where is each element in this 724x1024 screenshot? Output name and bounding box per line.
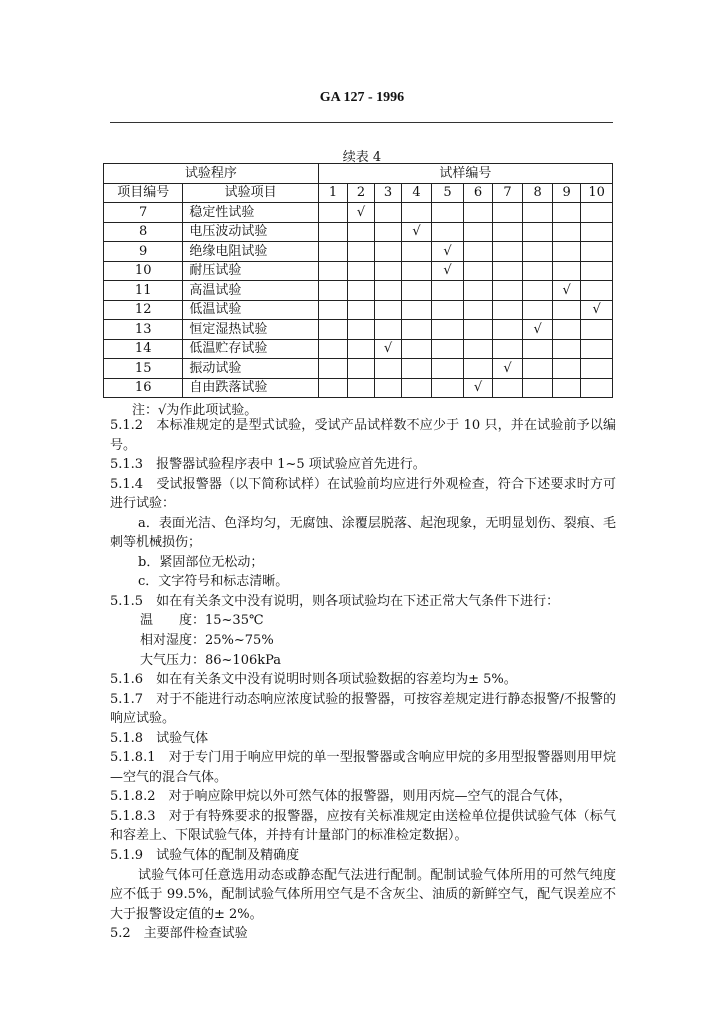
item-number: 10 (104, 261, 183, 281)
empty-cell (492, 320, 523, 340)
table-row (104, 203, 613, 223)
table-row (104, 320, 613, 340)
item-number: 12 (104, 300, 183, 320)
empty-cell (374, 281, 401, 301)
header-rule (110, 122, 613, 123)
item-name: 绝缘电阻试验 (183, 242, 318, 262)
empty-cell (581, 378, 613, 398)
clause-5-2: 5.2 主要部件检查试验 (110, 926, 248, 942)
empty-cell (523, 300, 553, 320)
empty-cell (581, 281, 613, 301)
empty-cell (492, 203, 523, 223)
item-number: 13 (104, 320, 183, 340)
empty-cell (348, 281, 374, 301)
sample-number: 9 (552, 183, 581, 203)
table-row (104, 378, 613, 398)
empty-cell (374, 320, 401, 340)
check-mark: √ (464, 378, 493, 398)
sample-number: 8 (523, 183, 553, 203)
empty-cell (552, 261, 581, 281)
empty-cell (581, 320, 613, 340)
empty-cell (431, 222, 464, 242)
check-mark: √ (431, 261, 464, 281)
clause-5-1-8-2: 5.1.8.2 对于响应除甲烷以外可然气体的报警器，则用丙烷—空气的混合气体， (110, 789, 572, 805)
clause-5-1-4-c: c．文字符号和标志清晰。 (138, 574, 289, 590)
empty-cell (374, 378, 401, 398)
empty-cell (523, 378, 553, 398)
empty-cell (318, 281, 348, 301)
group-header-samples: 试样编号 (318, 164, 612, 184)
empty-cell (464, 242, 493, 262)
col-header-item-no: 项目编号 (104, 183, 183, 203)
empty-cell (348, 242, 374, 262)
document-header: GA 127 - 1996 (319, 90, 405, 105)
empty-cell (464, 222, 493, 242)
empty-cell (552, 242, 581, 262)
sample-number: 5 (431, 183, 464, 203)
empty-cell (318, 320, 348, 340)
item-number: 8 (104, 222, 183, 242)
empty-cell (374, 300, 401, 320)
col-header-item-name: 试验项目 (183, 183, 318, 203)
check-mark: √ (348, 203, 374, 223)
empty-cell (523, 222, 553, 242)
empty-cell (348, 222, 374, 242)
sample-number: 1 (318, 183, 348, 203)
table-row (104, 261, 613, 281)
empty-cell (402, 378, 432, 398)
clause-5-1-4: 5.1.4 受试报警器（以下简称试样）在试验前均应进行外观检查，符合下述要求时方可进行试验： (110, 476, 616, 512)
empty-cell (581, 242, 613, 262)
empty-cell (552, 378, 581, 398)
empty-cell (402, 320, 432, 340)
empty-cell (464, 339, 493, 359)
test-sequence-table (103, 163, 613, 398)
clause-5-1-3: 5.1.3 报警器试验程序表中 1~5 项试验应首先进行。 (110, 457, 426, 473)
item-name: 低温贮存试验 (183, 339, 318, 359)
clause-5-1-7: 5.1.7 对于不能进行动态响应浓度试验的报警器，可按容差规定进行静态报警/不报警的响应试验。 (110, 691, 616, 727)
clause-5-1-4-a: a．表面光洁、色泽均匀，无腐蚀、涂覆层脱落、起泡现象，无明显划伤、裂痕、毛刺等机械损伤； (110, 515, 616, 551)
table-caption: 续表 4 (342, 150, 382, 165)
check-mark: √ (374, 339, 401, 359)
item-name: 低温试验 (183, 300, 318, 320)
empty-cell (464, 203, 493, 223)
empty-cell (492, 378, 523, 398)
clause-5-1-4-b: b．紧固部位无松动； (138, 554, 264, 570)
table-row (104, 339, 613, 359)
empty-cell (402, 261, 432, 281)
empty-cell (464, 320, 493, 340)
empty-cell (492, 222, 523, 242)
empty-cell (552, 222, 581, 242)
item-number: 7 (104, 203, 183, 223)
empty-cell (431, 359, 464, 379)
table-row (104, 281, 613, 301)
empty-cell (318, 339, 348, 359)
empty-cell (523, 339, 553, 359)
clause-5-1-8-1: 5.1.8.1 对于专门用于响应甲烷的单一型报警器或含响应甲烷的多用型报警器则用甲烷—空气的混合气体。 (110, 750, 616, 785)
empty-cell (492, 300, 523, 320)
empty-cell (492, 261, 523, 281)
item-number: 9 (104, 242, 183, 262)
empty-cell (402, 203, 432, 223)
empty-cell (431, 320, 464, 340)
empty-cell (492, 339, 523, 359)
empty-cell (464, 281, 493, 301)
check-mark: √ (581, 300, 613, 320)
table-note: 注：√为作此项试验。 (132, 403, 258, 418)
item-name: 稳定性试验 (183, 203, 318, 223)
empty-cell (431, 203, 464, 223)
group-header-procedure: 试验程序 (104, 164, 319, 184)
item-number: 16 (104, 378, 183, 398)
empty-cell (348, 261, 374, 281)
sample-number: 4 (402, 183, 432, 203)
empty-cell (374, 222, 401, 242)
empty-cell (318, 261, 348, 281)
empty-cell (581, 203, 613, 223)
empty-cell (581, 222, 613, 242)
empty-cell (523, 261, 553, 281)
condition-pressure: 大气压力：86~106kPa (140, 652, 282, 668)
empty-cell (402, 339, 432, 359)
empty-cell (374, 203, 401, 223)
empty-cell (552, 320, 581, 340)
sample-number: 10 (581, 183, 613, 203)
table-row (104, 300, 613, 320)
clause-5-1-8: 5.1.8 试验气体 (110, 730, 209, 746)
empty-cell (318, 242, 348, 262)
table-group-header-row (104, 164, 613, 184)
empty-cell (552, 203, 581, 223)
empty-cell (374, 261, 401, 281)
empty-cell (318, 378, 348, 398)
item-number: 14 (104, 339, 183, 359)
empty-cell (492, 281, 523, 301)
item-name: 高温试验 (183, 281, 318, 301)
empty-cell (318, 300, 348, 320)
empty-cell (523, 359, 553, 379)
empty-cell (402, 300, 432, 320)
item-name: 恒定湿热试验 (183, 320, 318, 340)
empty-cell (431, 339, 464, 359)
empty-cell (552, 339, 581, 359)
table-row (104, 222, 613, 242)
empty-cell (348, 339, 374, 359)
empty-cell (431, 378, 464, 398)
empty-cell (464, 359, 493, 379)
item-name: 电压波动试验 (183, 222, 318, 242)
empty-cell (523, 281, 553, 301)
empty-cell (402, 281, 432, 301)
empty-cell (581, 261, 613, 281)
item-name: 自由跌落试验 (183, 378, 318, 398)
empty-cell (464, 261, 493, 281)
sample-number: 2 (348, 183, 374, 203)
item-name: 耐压试验 (183, 261, 318, 281)
table-column-header-row (104, 183, 613, 203)
check-mark: √ (431, 242, 464, 262)
item-number: 11 (104, 281, 183, 301)
empty-cell (431, 300, 464, 320)
clause-5-1-9: 5.1.9 试验气体的配制及精确度 (110, 848, 300, 864)
empty-cell (402, 242, 432, 262)
sample-number: 3 (374, 183, 401, 203)
item-number: 15 (104, 359, 183, 379)
empty-cell (552, 359, 581, 379)
clause-5-1-8-3: 5.1.8.3 对于有特殊要求的报警器，应按有关标准规定由送检单位提供试验气体（标气和容差上、下限试验气体，并持有计量部门的标准检定数据）。 (110, 808, 616, 844)
empty-cell (581, 359, 613, 379)
condition-temperature: 温 度：15~35℃ (140, 613, 264, 629)
sample-number: 7 (492, 183, 523, 203)
empty-cell (348, 378, 374, 398)
table-row (104, 242, 613, 262)
check-mark: √ (492, 359, 523, 379)
check-mark: √ (523, 320, 553, 340)
item-name: 振动试验 (183, 359, 318, 379)
clause-5-1-9-body: 试验气体可任意选用动态或静态配气法进行配制。配制试验气体所用的可然气纯度应不低于 99.5%，配制试验气体所用空气是不含灰尘、油质的新鲜空气，配气误差应不大于报警设定值的± 2%。 (110, 867, 616, 922)
empty-cell (581, 339, 613, 359)
empty-cell (318, 222, 348, 242)
empty-cell (348, 359, 374, 379)
empty-cell (552, 300, 581, 320)
clause-5-1-5: 5.1.5 如在有关条文中没有说明，则各项试验均在下述正常大气条件下进行： (110, 593, 560, 609)
empty-cell (431, 281, 464, 301)
clause-5-1-2: 5.1.2 本标准规定的是型式试验，受试产品试样数不应少于 10 只，并在试验前予以编号。 (110, 418, 616, 453)
check-mark: √ (402, 222, 432, 242)
empty-cell (374, 359, 401, 379)
empty-cell (492, 242, 523, 262)
empty-cell (374, 242, 401, 262)
empty-cell (318, 359, 348, 379)
check-mark: √ (552, 281, 581, 301)
empty-cell (348, 300, 374, 320)
empty-cell (402, 359, 432, 379)
clause-5-1-6: 5.1.6 如在有关条文中没有说明时则各项试验数据的容差均为± 5%。 (110, 672, 517, 688)
sample-number: 6 (464, 183, 493, 203)
empty-cell (318, 203, 348, 223)
empty-cell (523, 242, 553, 262)
empty-cell (348, 320, 374, 340)
body-text (110, 416, 616, 944)
condition-humidity: 相对湿度：25%~75% (140, 633, 274, 649)
empty-cell (523, 203, 553, 223)
empty-cell (464, 300, 493, 320)
table-row (104, 359, 613, 379)
